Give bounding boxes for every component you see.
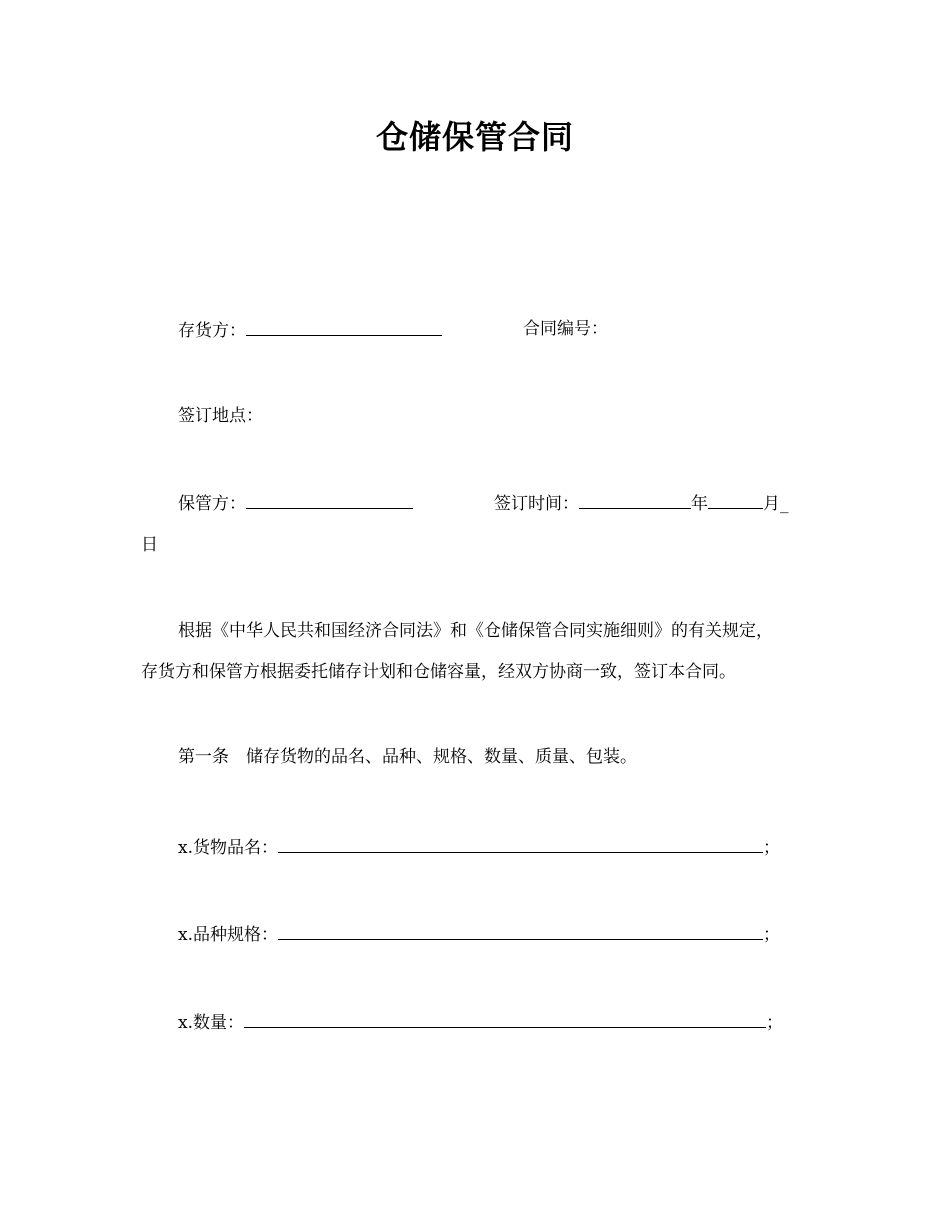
keeper-row — [178, 490, 413, 516]
item-quantity-row — [178, 1009, 783, 1035]
variety-spec-blank[interactable] — [278, 921, 763, 940]
signing-place-row — [178, 404, 263, 428]
keeper-blank[interactable] — [246, 490, 413, 509]
item-end-mark: ； — [763, 925, 780, 945]
year-label: 年 — [691, 494, 708, 514]
keeper-label: 保管方： — [178, 494, 246, 514]
item-end-mark: ； — [766, 1013, 783, 1033]
contract-no-label: 合同编号： — [523, 319, 608, 339]
page-title: 仓储保管合同 — [375, 118, 574, 156]
item-variety-spec-row — [178, 921, 780, 947]
month-label: 月 — [763, 494, 780, 514]
quantity-blank[interactable] — [244, 1009, 766, 1028]
depositor-row — [178, 317, 442, 343]
article-1-heading: 第一条 储存货物的品名、品种、规格、数量、质量、包装。 — [178, 747, 637, 767]
month-blank[interactable] — [708, 490, 763, 509]
signing-time-row — [494, 490, 789, 516]
signing-place-label: 签订地点： — [178, 406, 263, 426]
item-end-mark: ； — [763, 838, 780, 858]
depositor-blank[interactable] — [246, 317, 442, 336]
item-label: x.数量： — [178, 1013, 244, 1033]
item-label: x.货物品名： — [178, 838, 278, 858]
day-label: 日 — [141, 535, 158, 555]
item-label: x.品种规格： — [178, 925, 278, 945]
goods-name-blank[interactable] — [278, 834, 763, 853]
item-goods-name-row — [178, 834, 780, 860]
signing-time-label: 签订时间： — [494, 494, 579, 514]
contract-no-row — [523, 317, 608, 341]
intro-line-1: 根据《中华人民共和国经济合同法》和《仓储保管合同实施细则》的有关规定， — [178, 621, 773, 641]
intro-line-2: 存货方和保管方根据委托储存计划和仓储容量，经双方协商一致，签订本合同。 — [141, 662, 736, 682]
day-row — [141, 533, 158, 557]
depositor-label: 存货方： — [178, 321, 246, 341]
day-blank[interactable]: _ — [780, 494, 789, 514]
year-blank[interactable] — [579, 490, 691, 509]
